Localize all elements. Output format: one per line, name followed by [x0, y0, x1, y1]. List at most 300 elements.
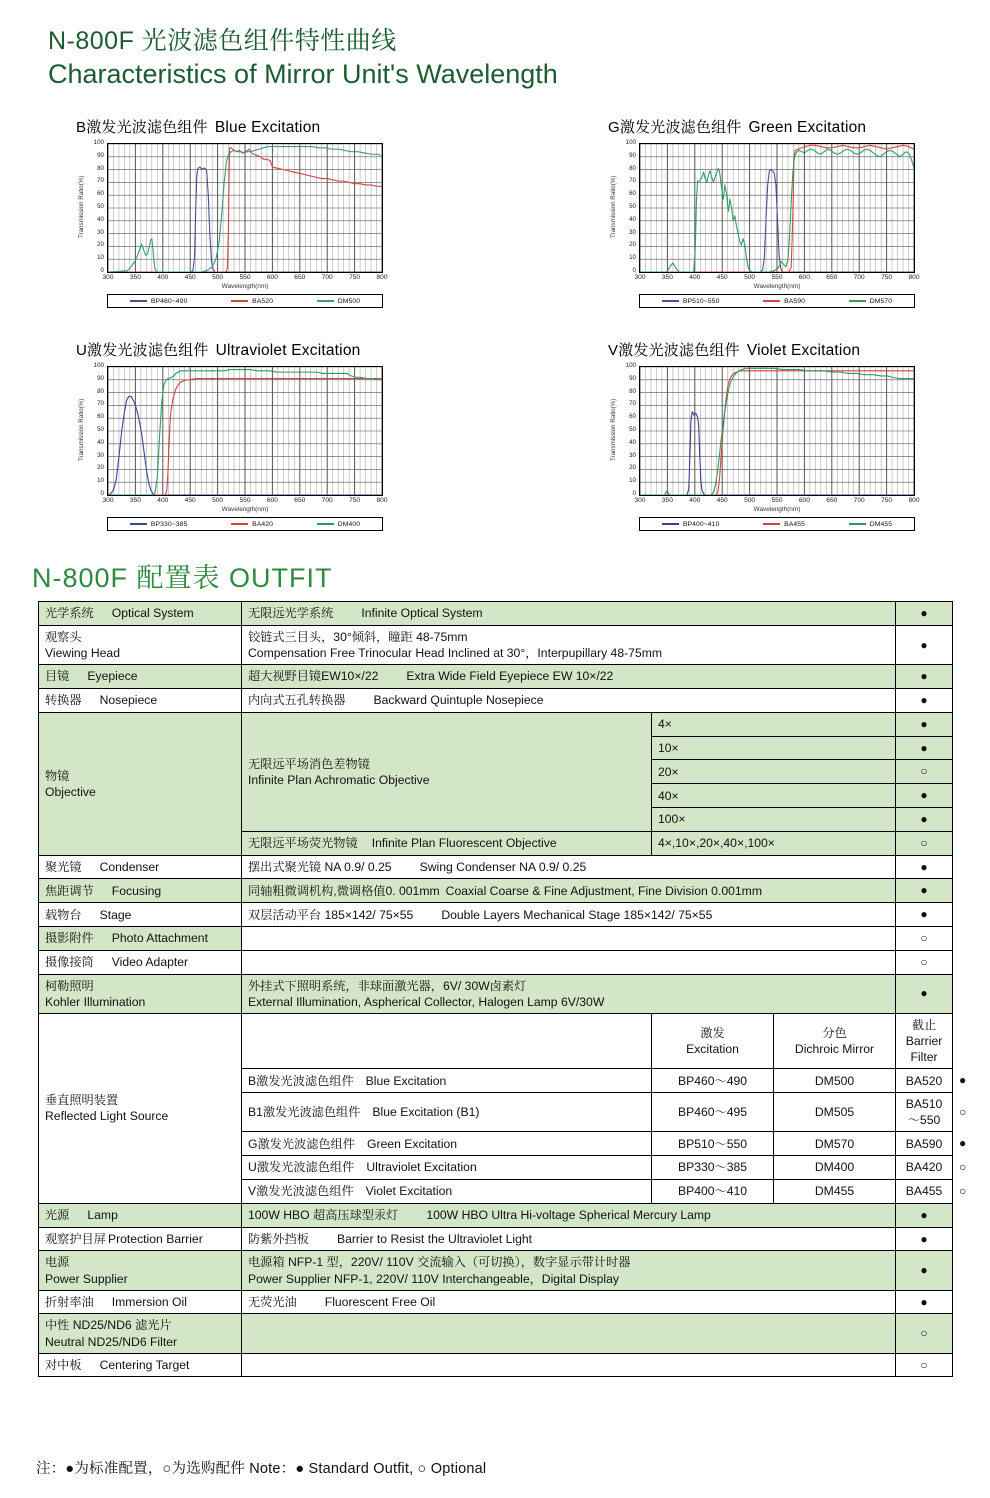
- mirror-unit-name-en: Ultraviolet Excitation: [366, 1160, 477, 1175]
- y-tick-label: 10: [629, 477, 636, 485]
- y-tick-label: 60: [629, 413, 636, 421]
- spec-value-en: Extra Wide Field Eyepiece EW 10×/22: [406, 669, 614, 684]
- spec-value-cn: 无荧光油: [248, 1294, 297, 1309]
- column-header-en: Excitation: [686, 1042, 739, 1057]
- objective-magnification: 4×: [652, 712, 896, 736]
- filled-circle-icon: [920, 1295, 927, 1309]
- y-axis-ticks: [86, 138, 106, 274]
- spec-label-cell: [39, 1353, 242, 1377]
- chart-legend: [639, 294, 915, 308]
- barrier-filter-value: BA520: [896, 1069, 953, 1093]
- legend-label: BA420: [252, 520, 274, 528]
- x-tick-label: 700: [853, 274, 865, 281]
- y-tick-label: 30: [629, 451, 636, 459]
- standard-outfit-mark: [896, 736, 953, 760]
- objective-achromatic-cn: 无限远平场消色差物镜: [248, 756, 370, 771]
- y-tick-label: 20: [629, 464, 636, 472]
- y-tick-label: 40: [97, 215, 104, 223]
- spec-label-cell: [39, 879, 242, 903]
- x-tick-label: 650: [826, 497, 838, 504]
- filled-circle-icon: [959, 1136, 966, 1150]
- standard-outfit-mark: [896, 665, 953, 689]
- y-tick-label: 90: [97, 374, 104, 382]
- chart-title: [608, 116, 938, 137]
- barrier-filter-value: BA420: [896, 1156, 953, 1180]
- y-tick-label: 10: [629, 254, 636, 262]
- y-tick-label: 0: [632, 489, 636, 497]
- y-tick-label: 80: [629, 387, 636, 395]
- spec-value-cell: [242, 688, 896, 712]
- spec-value-cell: [242, 879, 896, 903]
- filled-circle-icon: [920, 883, 927, 897]
- excitation-value: BP330～385: [652, 1156, 774, 1180]
- standard-outfit-mark: [896, 807, 953, 831]
- legend-item: [130, 521, 188, 528]
- objective-fluorescent-en: Infinite Plan Fluorescent Objective: [371, 836, 557, 851]
- spec-value-cell: [242, 1227, 896, 1251]
- spec-label-cell: [39, 602, 242, 626]
- standard-outfit-mark: [896, 1203, 953, 1227]
- objective-fluorescent-cell: [242, 831, 652, 855]
- mirror-unit-name-cn: U激发光波滤色组件: [248, 1160, 355, 1175]
- plot-area: [76, 361, 406, 528]
- spec-label-cell: [39, 950, 242, 974]
- spec-value-en: Backward Quintuple Nosepiece: [373, 693, 544, 708]
- spec-label-en: Protection Barrier: [107, 1231, 203, 1246]
- spec-value-en: Coaxial Coarse & Fine Adjustment, Fine Division 0.001mm: [445, 883, 762, 898]
- table-row: [39, 1013, 953, 1068]
- optional-outfit-mark: [896, 1353, 953, 1377]
- legend-label: BA455: [784, 520, 806, 528]
- spec-label-cell: [39, 1251, 242, 1290]
- x-tick-label: 350: [129, 497, 141, 504]
- x-tick-label: 600: [266, 274, 278, 281]
- spec-label-cn: 焦距调节: [45, 883, 94, 898]
- chart-ultraviolet-excitation: [76, 339, 406, 528]
- y-tick-label: 0: [100, 489, 104, 497]
- table-row: [39, 1203, 953, 1227]
- spec-label-cell: [39, 625, 242, 664]
- y-tick-label: 100: [625, 138, 636, 146]
- legend-item: [130, 298, 188, 305]
- x-tick-label: 700: [853, 497, 865, 504]
- table-row: [39, 855, 953, 879]
- objective-magnification: 10×: [652, 736, 896, 760]
- legend-label: BP460~490: [150, 297, 188, 305]
- spec-label-cn: 目镜: [45, 669, 70, 684]
- table-row: [39, 1251, 953, 1290]
- mirror-unit-name-en: Green Excitation: [366, 1136, 458, 1151]
- legend-line-swatch: [231, 523, 248, 525]
- spec-label-en: Photo Attachment: [111, 931, 208, 946]
- open-circle-icon: [920, 764, 927, 778]
- legend-line-swatch: [849, 300, 866, 302]
- spec-label-en: Stage: [99, 907, 132, 922]
- optional-outfit-mark: [896, 760, 953, 784]
- barrier-filter-value: BA510～550: [896, 1093, 953, 1132]
- spec-label-en: Power Supplier: [45, 1271, 128, 1286]
- y-tick-label: 80: [97, 387, 104, 395]
- spec-label-en: Focusing: [111, 883, 162, 898]
- y-tick-label: 30: [629, 228, 636, 236]
- table-row: [39, 974, 953, 1013]
- spec-value-cell: [242, 855, 896, 879]
- y-axis-ticks: [618, 361, 638, 497]
- legend-item: [317, 298, 360, 305]
- y-tick-label: 90: [629, 151, 636, 159]
- filled-circle-icon: [920, 907, 927, 921]
- spec-label-cn: 转换器: [45, 693, 82, 708]
- objective-magnification: 100×: [652, 807, 896, 831]
- spec-label-cn: 折射率油: [45, 1294, 94, 1309]
- legend-item: [231, 298, 273, 305]
- y-tick-label: 40: [629, 438, 636, 446]
- column-header-cn: 激发: [700, 1026, 725, 1041]
- mirror-unit-name-cn: B激发光波滤色组件: [248, 1073, 354, 1088]
- column-header-cn: 截止: [911, 1017, 937, 1032]
- y-tick-label: 0: [632, 266, 636, 274]
- footnote: 注：●为标准配置，○为选购配件 Note：● Standard Outfit, ○ Optional: [36, 1461, 487, 1477]
- filled-circle-icon: [920, 860, 927, 874]
- spec-value-cell: [242, 927, 896, 951]
- table-row: [39, 625, 953, 664]
- mirror-unit-name-cell: [242, 1156, 652, 1180]
- table-row: [39, 1227, 953, 1251]
- standard-outfit-mark: [896, 903, 953, 927]
- spec-value-cn: 外挂式下照明系统，非球面激光器，6V/ 30W卤素灯: [248, 978, 527, 993]
- legend-line-swatch: [763, 523, 780, 525]
- table-row: [39, 903, 953, 927]
- chart-title-en: Ultraviolet Excitation: [215, 342, 361, 359]
- spec-label-en: Viewing Head: [45, 645, 120, 660]
- y-tick-label: 90: [97, 151, 104, 159]
- spec-value-cell: [242, 625, 896, 664]
- x-axis-label: Wavelength(nm): [221, 283, 269, 290]
- objective-magnification: 40×: [652, 784, 896, 808]
- spec-label-en: Nosepiece: [99, 693, 158, 708]
- y-tick-label: 70: [629, 400, 636, 408]
- table-row: [39, 712, 953, 736]
- y-tick-label: 50: [629, 425, 636, 433]
- x-tick-label: 500: [212, 497, 224, 504]
- filled-circle-icon: [920, 717, 927, 731]
- chart-title: [76, 116, 406, 137]
- spec-label-cn: 观察头: [45, 629, 82, 644]
- y-tick-label: 40: [97, 438, 104, 446]
- table-row: [39, 1353, 953, 1377]
- standard-outfit-mark: [896, 1251, 953, 1290]
- spec-label-cell: [39, 712, 242, 855]
- objective-fluorescent-value: 4×,10×,20×,40×,100×: [652, 831, 896, 855]
- x-axis-label: Wavelength(nm): [753, 283, 801, 290]
- x-tick-label: 500: [744, 497, 756, 504]
- column-header-en: Dichroic Mirror: [794, 1042, 875, 1057]
- filled-circle-icon: [920, 606, 927, 620]
- empty-cell: [242, 1013, 652, 1068]
- mirror-unit-name-cell: [242, 1179, 652, 1203]
- legend-label: DM400: [337, 520, 361, 528]
- spec-label-cell: [39, 1227, 242, 1251]
- spec-value-cell: [242, 602, 896, 626]
- filled-circle-icon: [920, 1232, 927, 1246]
- legend-line-swatch: [231, 300, 248, 302]
- barrier-filter-value: BA455: [896, 1179, 953, 1203]
- spec-value-en: Swing Condenser NA 0.9/ 0.25: [419, 860, 587, 874]
- y-tick-label: 60: [97, 190, 104, 198]
- spec-label-en: Neutral ND25/ND6 Filter: [45, 1334, 178, 1349]
- table-row: [39, 927, 953, 951]
- x-tick-label: 400: [157, 274, 169, 281]
- spec-label-en: Lamp: [87, 1208, 118, 1223]
- x-tick-label: 400: [689, 497, 701, 504]
- spec-value-cn: 超大视野目镜EW10×/22: [248, 669, 379, 684]
- plot-canvas: [639, 143, 915, 273]
- spec-label-cn: 摄像接筒: [45, 955, 94, 970]
- legend-line-swatch: [662, 523, 679, 525]
- page-header: [48, 26, 558, 90]
- y-axis-label: Transmission Ratio(%): [78, 175, 85, 239]
- table-row: [39, 688, 953, 712]
- filled-circle-icon: [920, 693, 927, 707]
- table-row: [39, 602, 953, 626]
- legend-item: [662, 298, 720, 305]
- chart-title-cn: G激发光波滤色组件: [608, 119, 742, 136]
- y-tick-label: 10: [97, 254, 104, 262]
- optional-outfit-mark: [896, 831, 953, 855]
- mirror-unit-name-en: Blue Excitation: [365, 1073, 447, 1088]
- x-tick-label: 750: [881, 274, 893, 281]
- spec-label-cell: [39, 1290, 242, 1314]
- filled-circle-icon: [920, 1263, 927, 1277]
- spec-label-en: Video Adapter: [111, 955, 189, 970]
- plot-canvas: [107, 366, 383, 496]
- spec-value-cell: [242, 1290, 896, 1314]
- spec-label-cell: [39, 665, 242, 689]
- filled-circle-icon: [959, 1073, 966, 1087]
- excitation-value: BP400～410: [652, 1179, 774, 1203]
- spec-label-cn: 光源: [45, 1208, 70, 1223]
- x-tick-label: 800: [908, 497, 920, 504]
- filled-circle-icon: [920, 1208, 927, 1222]
- spec-value-en: Power Supplier NFP-1, 220V/ 110V Interchangeable，Digital Display: [248, 1271, 620, 1286]
- optional-outfit-mark: [896, 950, 953, 974]
- spec-label-cell: [39, 1314, 242, 1353]
- open-circle-icon: [959, 1184, 966, 1198]
- excitation-value: BP460～495: [652, 1093, 774, 1132]
- y-axis-ticks: [86, 361, 106, 497]
- y-tick-label: 100: [93, 138, 104, 146]
- y-tick-label: 30: [97, 228, 104, 236]
- spec-label-en: Objective: [45, 784, 96, 799]
- standard-outfit-mark: [896, 712, 953, 736]
- mirror-unit-name-cell: [242, 1069, 652, 1093]
- y-tick-label: 30: [97, 451, 104, 459]
- plot-area: [76, 138, 406, 305]
- x-tick-label: 300: [634, 497, 646, 504]
- mirror-unit-name-cell: [242, 1093, 652, 1132]
- spec-value-en: 100W HBO Ultra Hi-voltage Spherical Mercury Lamp: [426, 1208, 711, 1223]
- legend-label: BA520: [252, 297, 274, 305]
- y-tick-label: 60: [629, 190, 636, 198]
- standard-outfit-mark: [896, 879, 953, 903]
- spec-label-cell: [39, 1203, 242, 1227]
- x-tick-label: 600: [798, 497, 810, 504]
- x-tick-label: 750: [349, 274, 361, 281]
- standard-outfit-mark: [896, 784, 953, 808]
- x-tick-label: 650: [826, 274, 838, 281]
- x-tick-label: 350: [661, 274, 673, 281]
- y-tick-label: 20: [97, 464, 104, 472]
- legend-item: [662, 521, 720, 528]
- legend-label: DM455: [869, 520, 893, 528]
- open-circle-icon: [920, 1326, 927, 1340]
- chart-title-cn: B激发光波滤色组件: [76, 119, 208, 136]
- x-tick-label: 450: [716, 274, 728, 281]
- spec-value-en: Barrier to Resist the Ultraviolet Light: [336, 1231, 533, 1246]
- legend-item: [317, 521, 360, 528]
- table-row: [39, 1290, 953, 1314]
- chart-title-en: Green Excitation: [748, 119, 867, 136]
- legend-item: [231, 521, 273, 528]
- y-tick-label: 40: [629, 215, 636, 223]
- standard-outfit-mark: [896, 1227, 953, 1251]
- open-circle-icon: [959, 1105, 966, 1119]
- chart-blue-excitation: [76, 116, 406, 305]
- x-tick-label: 750: [349, 497, 361, 504]
- x-tick-label: 450: [716, 497, 728, 504]
- legend-label: BP510~550: [682, 297, 720, 305]
- spec-value-cn: 双层活动平台 185×142/ 75×55: [248, 907, 414, 922]
- spec-value-cell: [242, 1203, 896, 1227]
- open-circle-icon: [959, 1160, 966, 1174]
- mirror-unit-name-cell: [242, 1132, 652, 1156]
- legend-line-swatch: [662, 300, 679, 302]
- legend-line-swatch: [130, 523, 147, 525]
- x-tick-label: 400: [157, 497, 169, 504]
- y-tick-label: 20: [629, 241, 636, 249]
- y-tick-label: 50: [97, 202, 104, 210]
- y-axis-label: Transmission Ratio(%): [610, 175, 617, 239]
- x-tick-label: 550: [239, 497, 251, 504]
- spec-label-cn: 光学系统: [45, 606, 94, 621]
- objective-fluorescent-cn: 无限远平场荧光物镜: [248, 836, 358, 851]
- table-row: [39, 665, 953, 689]
- table-row: [39, 879, 953, 903]
- spec-label-en: Kohler Illumination: [45, 994, 146, 1009]
- spec-label-en: Immersion Oil: [111, 1294, 187, 1309]
- x-tick-label: 350: [129, 274, 141, 281]
- filled-circle-icon: [920, 788, 927, 802]
- spec-label-cn: 电源: [45, 1255, 70, 1270]
- x-tick-label: 300: [634, 274, 646, 281]
- legend-label: DM570: [869, 297, 893, 305]
- y-tick-label: 100: [625, 361, 636, 369]
- spec-value-cn: 铰链式三目头，30°倾斜，瞳距 48-75mm: [248, 629, 468, 644]
- x-tick-label: 500: [212, 274, 224, 281]
- spec-label-cn: 聚光镜: [45, 860, 82, 874]
- y-tick-label: 70: [97, 177, 104, 185]
- x-tick-label: 800: [376, 274, 388, 281]
- mirror-unit-name-cn: V激发光波滤色组件: [248, 1184, 354, 1199]
- page-title-cn: N-800F 光波滤色组件特性曲线: [48, 27, 397, 55]
- spec-value-en: Infinite Optical System: [361, 606, 483, 621]
- x-axis-label: Wavelength(nm): [753, 506, 801, 513]
- legend-line-swatch: [130, 300, 147, 302]
- y-tick-label: 100: [93, 361, 104, 369]
- legend-item: [849, 298, 892, 305]
- legend-line-swatch: [317, 300, 334, 302]
- standard-outfit-mark: [896, 855, 953, 879]
- x-tick-label: 300: [102, 497, 114, 504]
- objective-achromatic-en: Infinite Plan Achromatic Objective: [248, 772, 430, 787]
- y-tick-label: 60: [97, 413, 104, 421]
- excitation-value: BP510～550: [652, 1132, 774, 1156]
- legend-label: BP400~410: [682, 520, 720, 528]
- x-tick-label: 600: [798, 274, 810, 281]
- y-tick-label: 90: [629, 374, 636, 382]
- spec-label-cn: 摄影附件: [45, 931, 94, 946]
- spec-label-en: Optical System: [111, 606, 194, 621]
- spec-label-cell: [39, 927, 242, 951]
- x-tick-label: 550: [239, 274, 251, 281]
- column-header: [774, 1013, 896, 1068]
- legend-item: [763, 298, 805, 305]
- chart-title: [76, 339, 406, 360]
- spec-value-cell: [242, 1251, 896, 1290]
- x-tick-label: 800: [908, 274, 920, 281]
- column-header-en: Barrier Filter: [905, 1034, 943, 1065]
- objective-achromatic-cell: [242, 712, 652, 831]
- y-tick-label: 50: [97, 425, 104, 433]
- y-tick-label: 80: [629, 164, 636, 172]
- y-axis-label: Transmission Ratio(%): [610, 398, 617, 462]
- open-circle-icon: [920, 955, 927, 969]
- spec-label-en: Centering Target: [99, 1357, 190, 1372]
- spec-label-en: Reflected Light Source: [45, 1109, 169, 1124]
- spec-label-cn: 观察护目屏: [45, 1231, 106, 1246]
- spec-value-cn: 摆出式聚光镜 NA 0.9/ 0.25: [248, 860, 392, 874]
- x-tick-label: 550: [771, 274, 783, 281]
- spec-value-cell: [242, 1353, 896, 1377]
- page-title-en: Characteristics of Mirror Unit's Wavelength: [48, 58, 558, 89]
- x-tick-label: 450: [184, 274, 196, 281]
- barrier-filter-value: BA590: [896, 1132, 953, 1156]
- chart-title-cn: V激发光波滤色组件: [608, 342, 740, 359]
- spec-value-cn: 防紫外挡板: [248, 1231, 309, 1246]
- outfit-section-title: N-800F 配置表 OUTFIT: [32, 563, 333, 593]
- open-circle-icon: [920, 931, 927, 945]
- x-tick-label: 500: [744, 274, 756, 281]
- spec-value-cell: [242, 903, 896, 927]
- mirror-unit-name-en: Blue Excitation (B1): [372, 1105, 480, 1120]
- y-tick-label: 80: [97, 164, 104, 172]
- mirror-unit-name-cn: B1激发光波滤色组件: [248, 1105, 361, 1120]
- spec-value-en: Fluorescent Free Oil: [324, 1294, 436, 1309]
- mirror-unit-name-en: Violet Excitation: [365, 1184, 453, 1199]
- y-tick-label: 0: [100, 266, 104, 274]
- dichroic-mirror-value: DM505: [774, 1093, 896, 1132]
- spec-value-cn: 100W HBO 超高压球型汞灯: [248, 1208, 399, 1223]
- spec-value-cell: [242, 974, 896, 1013]
- x-axis-label: Wavelength(nm): [221, 506, 269, 513]
- filled-circle-icon: [920, 741, 927, 755]
- spec-label-cn: 中性 ND25/ND6 滤光片: [45, 1318, 172, 1333]
- y-tick-label: 50: [629, 202, 636, 210]
- y-tick-label: 20: [97, 241, 104, 249]
- spec-label-en: Eyepiece: [87, 669, 138, 684]
- spec-label-cn: 对中板: [45, 1357, 82, 1372]
- spec-label-cell: [39, 688, 242, 712]
